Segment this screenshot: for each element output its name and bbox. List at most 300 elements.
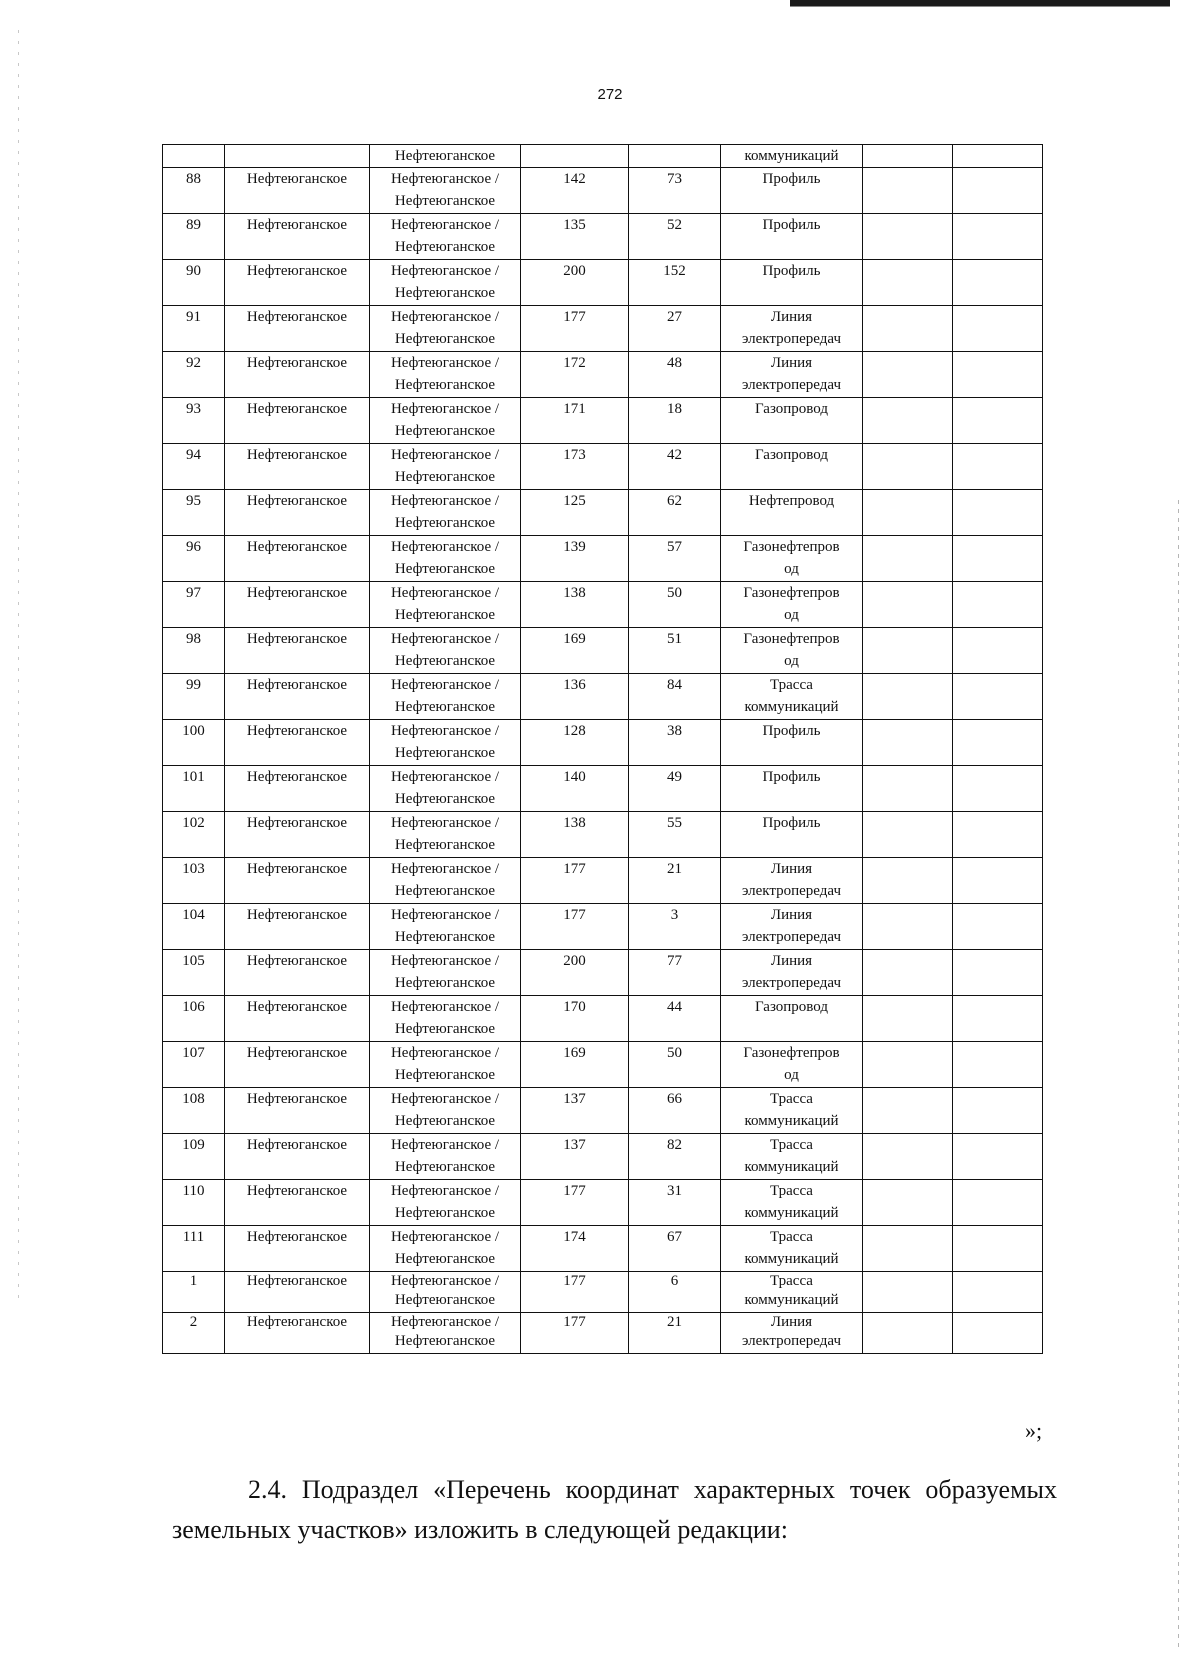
cell-value-2 — [629, 168, 721, 214]
cell-value-1 — [521, 858, 629, 904]
cell-district-line-1: Нефтеюганское / — [390, 447, 500, 463]
cell-area — [225, 766, 370, 812]
cell-value-2-line-1: 66 — [667, 1091, 682, 1107]
cell-num — [163, 628, 225, 674]
cell-district-line-2: Нефтеюганское — [394, 791, 496, 807]
cell-purpose-line-1: Газонефтепров — [743, 585, 840, 601]
cell-area — [225, 214, 370, 260]
cell-value-2 — [629, 444, 721, 490]
cell-value-2-line-1: 31 — [667, 1183, 682, 1199]
cell-purpose-line-2: коммуникаций — [744, 1251, 839, 1267]
cell-area-line-1: Нефтеюганское — [246, 217, 348, 233]
cell-district — [370, 398, 521, 444]
cell-extra-2 — [953, 1042, 1043, 1088]
cell-extra-2 — [953, 260, 1043, 306]
cell-area-line-1: Нефтеюганское — [246, 999, 348, 1015]
cell-purpose-line-1: Профиль — [762, 217, 821, 233]
cell-num-line-1: 99 — [186, 677, 201, 693]
cell-value-2-line-1: 73 — [667, 171, 682, 187]
cell-num — [163, 168, 225, 214]
cell-value-1 — [521, 582, 629, 628]
cell-district — [370, 306, 521, 352]
cell-district — [370, 1042, 521, 1088]
cell-district — [370, 996, 521, 1042]
cell-purpose-line-1: Трасса — [770, 677, 813, 693]
cell-num-line-1: 1 — [189, 1273, 198, 1289]
cell-value-2 — [629, 1088, 721, 1134]
cell-area — [225, 720, 370, 766]
cell-district-line-2: Нефтеюганское — [394, 745, 496, 761]
cell-value-2-line-1: 42 — [667, 447, 682, 463]
cell-extra-2 — [953, 398, 1043, 444]
cell-district-line-1: Нефтеюганское / — [390, 355, 500, 371]
cell-value-1-line-1: 171 — [563, 401, 586, 417]
cell-purpose: коммуникаций — [721, 145, 863, 168]
cell-value-1-line-1: 172 — [563, 355, 586, 371]
cell-extra-2 — [953, 950, 1043, 996]
cell-district — [370, 444, 521, 490]
cell-num — [163, 260, 225, 306]
cell-extra-1 — [863, 536, 953, 582]
table-row-continued — [163, 145, 1043, 168]
cell-num — [163, 1180, 225, 1226]
cell-purpose — [721, 1313, 863, 1354]
cell-district — [370, 168, 521, 214]
cell-value-2 — [629, 812, 721, 858]
cell-purpose-line-2: электропередач — [741, 883, 842, 899]
cell-area-line-1: Нефтеюганское — [246, 1045, 348, 1061]
cell-extra-1 — [863, 306, 953, 352]
cell-value-1 — [521, 444, 629, 490]
table-row — [163, 950, 1043, 996]
cell-value-2 — [629, 490, 721, 536]
cell-extra-1 — [863, 812, 953, 858]
cell-purpose — [721, 490, 863, 536]
cell-district-line-2: Нефтеюганское — [394, 929, 496, 945]
cell-purpose-line-2: электропередач — [741, 377, 842, 393]
cell-district-line-1: Нефтеюганское / — [390, 677, 500, 693]
cell-area — [225, 145, 370, 168]
table-row — [163, 582, 1043, 628]
cell-extra-2 — [953, 1226, 1043, 1272]
cell-value-2-line-1: 6 — [670, 1273, 679, 1289]
table-row — [163, 1088, 1043, 1134]
cell-extra-2 — [953, 214, 1043, 260]
cell-area-line-1: Нефтеюганское — [246, 1314, 348, 1330]
cell-extra-2 — [953, 858, 1043, 904]
cell-num — [163, 766, 225, 812]
cell-area-line-1: Нефтеюганское — [246, 1183, 348, 1199]
cell-district-line-1: Нефтеюганское / — [390, 309, 500, 325]
cell-value-1-line-1: 138 — [563, 585, 586, 601]
cell-purpose — [721, 1272, 863, 1313]
cell-value-2-line-1: 52 — [667, 217, 682, 233]
cell-value-1 — [521, 1272, 629, 1313]
cell-purpose-line-2: од — [784, 607, 799, 623]
cell-extra-1 — [863, 904, 953, 950]
cell-area-line-1: Нефтеюганское — [246, 309, 348, 325]
cell-value-1-line-1: 177 — [563, 861, 586, 877]
cell-area — [225, 1042, 370, 1088]
cell-value-2 — [629, 1313, 721, 1354]
cell-area-line-1: Нефтеюганское — [246, 907, 348, 923]
cell-purpose-line-1: Трасса — [770, 1273, 813, 1289]
cell-extra-1 — [863, 444, 953, 490]
cell-num — [163, 444, 225, 490]
cell-district-line-2: Нефтеюганское — [394, 377, 496, 393]
cell-extra-1 — [863, 352, 953, 398]
table-row — [163, 490, 1043, 536]
cell-district-line-2: Нефтеюганское — [394, 1292, 496, 1308]
cell-purpose-line-1: Профиль — [762, 263, 821, 279]
cell-area-line-1: Нефтеюганское — [246, 769, 348, 785]
cell-district — [370, 352, 521, 398]
cell-num — [163, 214, 225, 260]
cell-value-1-line-1: 200 — [563, 953, 586, 969]
cell-purpose-line-1: Газопровод — [754, 999, 828, 1015]
cell-extra-2 — [953, 904, 1043, 950]
cell-area — [225, 950, 370, 996]
cell-purpose — [721, 674, 863, 720]
cell-value-1 — [521, 260, 629, 306]
cell-purpose-line-2: од — [784, 1067, 799, 1083]
cell-area-line-1: Нефтеюганское — [246, 447, 348, 463]
cell-district-line-2: Нефтеюганское — [394, 1021, 496, 1037]
cell-extra-1 — [863, 214, 953, 260]
cell-purpose — [721, 950, 863, 996]
cell-purpose-line-2: электропередач — [741, 331, 842, 347]
cell-district — [370, 904, 521, 950]
cell-purpose-line-1: Профиль — [762, 769, 821, 785]
cell-extra-2 — [953, 720, 1043, 766]
cell-purpose — [721, 1042, 863, 1088]
cell-value-1 — [521, 398, 629, 444]
cell-purpose-line-1: Линия — [770, 309, 813, 325]
table-row — [163, 398, 1043, 444]
cell-num-line-1: 92 — [186, 355, 201, 371]
cell-purpose-line-2: од — [784, 653, 799, 669]
cell-value-2-line-1: 62 — [667, 493, 682, 509]
cell-num-line-1: 2 — [189, 1314, 198, 1330]
cell-district — [370, 536, 521, 582]
cell-num — [163, 720, 225, 766]
table-row — [163, 168, 1043, 214]
cell-district-line-2: Нефтеюганское — [394, 469, 496, 485]
cell-purpose-line-1: Газонефтепров — [743, 1045, 840, 1061]
cell-value-2-line-1: 57 — [667, 539, 682, 555]
cell-value-2-line-1: 77 — [667, 953, 682, 969]
cell-value-2 — [629, 260, 721, 306]
cell-purpose — [721, 214, 863, 260]
cell-value-2 — [629, 145, 721, 168]
cell-num — [163, 536, 225, 582]
cell-district — [370, 766, 521, 812]
cell-purpose — [721, 858, 863, 904]
cell-extra-1 — [863, 582, 953, 628]
cell-value-1 — [521, 628, 629, 674]
cell-extra-2 — [953, 444, 1043, 490]
cell-area — [225, 1226, 370, 1272]
cell-num-line-1: 94 — [186, 447, 201, 463]
cell-purpose — [721, 1088, 863, 1134]
cell-value-1 — [521, 490, 629, 536]
cell-area — [225, 536, 370, 582]
cell-num — [163, 398, 225, 444]
cell-district-line-2: Нефтеюганское — [394, 653, 496, 669]
cell-district-line-2: Нефтеюганское — [394, 239, 496, 255]
cell-purpose — [721, 904, 863, 950]
closing-quote: »; — [1025, 1418, 1043, 1443]
cell-extra-2 — [953, 996, 1043, 1042]
cell-district-line-2: Нефтеюганское — [394, 607, 496, 623]
cell-num — [163, 1134, 225, 1180]
table-row — [163, 1042, 1043, 1088]
cell-district-line-2: Нефтеюганское — [394, 699, 496, 715]
table-row — [163, 1180, 1043, 1226]
cell-district — [370, 214, 521, 260]
cell-value-2 — [629, 582, 721, 628]
cell-purpose-line-1: Газонефтепров — [743, 631, 840, 647]
cell-area — [225, 1180, 370, 1226]
cell-district-line-1: Нефтеюганское / — [390, 401, 500, 417]
cell-value-1-line-1: 139 — [563, 539, 586, 555]
cell-value-2 — [629, 1180, 721, 1226]
cell-value-2-line-1: 49 — [667, 769, 682, 785]
cell-num-line-1: 88 — [186, 171, 201, 187]
cell-num — [163, 352, 225, 398]
cell-value-2-line-1: 27 — [667, 309, 682, 325]
cell-area-line-1: Нефтеюганское — [246, 585, 348, 601]
cell-district-line-1: Нефтеюганское / — [390, 815, 500, 831]
cell-district-line-2: Нефтеюганское — [394, 837, 496, 853]
cell-extra-1 — [863, 1042, 953, 1088]
cell-area-line-1: Нефтеюганское — [246, 723, 348, 739]
cell-district-line-1: Нефтеюганское / — [390, 999, 500, 1015]
cell-district-line-1: Нефтеюганское / — [390, 585, 500, 601]
cell-district — [370, 1180, 521, 1226]
cell-district-line-1: Нефтеюганское / — [390, 1229, 500, 1245]
cell-district-line-1: Нефтеюганское / — [390, 539, 500, 555]
cell-extra-2 — [953, 766, 1043, 812]
table-row — [163, 260, 1043, 306]
cell-purpose-line-1: Линия — [770, 861, 813, 877]
cell-area — [225, 996, 370, 1042]
cell-area — [225, 1313, 370, 1354]
cell-extra-1 — [863, 1088, 953, 1134]
cell-purpose-line-1: Линия — [770, 355, 813, 371]
cell-area — [225, 1272, 370, 1313]
cell-area — [225, 858, 370, 904]
cell-area — [225, 306, 370, 352]
table-row — [163, 444, 1043, 490]
cell-value-2-line-1: 21 — [667, 861, 682, 877]
cell-num-line-1: 110 — [182, 1183, 205, 1199]
cell-district — [370, 1226, 521, 1272]
cell-purpose-line-1: Профиль — [762, 723, 821, 739]
cell-value-1-line-1: 128 — [563, 723, 586, 739]
cell-value-1 — [521, 904, 629, 950]
cell-purpose-line-1: Линия — [770, 1314, 813, 1330]
table-row — [163, 720, 1043, 766]
cell-value-2 — [629, 628, 721, 674]
table-row — [163, 306, 1043, 352]
cell-district-line-1: Нефтеюганское / — [390, 1273, 500, 1289]
cell-value-1 — [521, 352, 629, 398]
cell-value-1-line-1: 138 — [563, 815, 586, 831]
cell-value-1 — [521, 1226, 629, 1272]
cell-district-line-2: Нефтеюганское — [394, 1205, 496, 1221]
cell-num-line-1: 93 — [186, 401, 201, 417]
cell-district-line-1: Нефтеюганское / — [390, 217, 500, 233]
cell-district — [370, 628, 521, 674]
cell-area — [225, 812, 370, 858]
cell-extra-2 — [953, 674, 1043, 720]
cell-value-1-line-1: 142 — [563, 171, 586, 187]
cell-purpose — [721, 352, 863, 398]
cell-area — [225, 398, 370, 444]
cell-value-2 — [629, 1134, 721, 1180]
cell-value-2-line-1: 152 — [663, 263, 686, 279]
cell-extra-2 — [953, 168, 1043, 214]
cell-value-1 — [521, 1134, 629, 1180]
table-row — [163, 1313, 1043, 1354]
cell-num-line-1: 102 — [182, 815, 205, 831]
cell-num-line-1: 96 — [186, 539, 201, 555]
cell-value-2-line-1: 3 — [670, 907, 679, 923]
cell-purpose-line-2: электропередач — [741, 929, 842, 945]
cell-value-1 — [521, 145, 629, 168]
cell-value-2 — [629, 536, 721, 582]
cell-area-line-1: Нефтеюганское — [246, 1137, 348, 1153]
cell-extra-1 — [863, 674, 953, 720]
cell-num-line-1: 108 — [182, 1091, 205, 1107]
cell-extra-2 — [953, 1313, 1043, 1354]
cell-value-2-line-1: 38 — [667, 723, 682, 739]
cell-num-line-1: 106 — [182, 999, 205, 1015]
cell-district-line-1: Нефтеюганское / — [390, 1045, 500, 1061]
cell-district-line-2: Нефтеюганское — [394, 883, 496, 899]
cell-value-2 — [629, 306, 721, 352]
cell-num — [163, 904, 225, 950]
cell-value-1 — [521, 214, 629, 260]
cell-district-line-2: Нефтеюганское — [394, 561, 496, 577]
cell-value-2-line-1: 51 — [667, 631, 682, 647]
cell-area-line-1: Нефтеюганское — [246, 493, 348, 509]
cell-district — [370, 674, 521, 720]
cell-extra-1 — [863, 766, 953, 812]
cell-extra-2 — [953, 306, 1043, 352]
cell-value-1-line-1: 177 — [563, 1273, 586, 1289]
cell-extra-2 — [953, 628, 1043, 674]
cell-value-1-line-1: 200 — [563, 263, 586, 279]
cell-district-line-2: Нефтеюганское — [394, 1333, 496, 1349]
table-row — [163, 214, 1043, 260]
cell-num — [163, 996, 225, 1042]
cell-purpose — [721, 444, 863, 490]
cell-value-1-line-1: 177 — [563, 1314, 586, 1330]
cell-purpose-line-1: Трасса — [770, 1137, 813, 1153]
table-row — [163, 766, 1043, 812]
cell-extra-1 — [863, 1313, 953, 1354]
cell-value-1-line-1: 169 — [563, 631, 586, 647]
cell-district-line-2: Нефтеюганское — [394, 331, 496, 347]
cell-purpose-line-2: электропередач — [741, 1333, 842, 1349]
cell-area — [225, 490, 370, 536]
cell-extra-1 — [863, 145, 953, 168]
cell-value-1-line-1: 137 — [563, 1091, 586, 1107]
cell-value-2-line-1: 48 — [667, 355, 682, 371]
cell-purpose-line-1: Газонефтепров — [743, 539, 840, 555]
cell-extra-1 — [863, 398, 953, 444]
cell-num — [163, 1272, 225, 1313]
cell-district-line-1: Нефтеюганское / — [390, 1091, 500, 1107]
cell-area-line-1: Нефтеюганское — [246, 1229, 348, 1245]
cell-extra-1 — [863, 950, 953, 996]
cell-purpose-line-2: коммуникаций — [744, 699, 839, 715]
cell-district: Нефтеюганское — [370, 145, 521, 168]
cell-district-line-1: Нефтеюганское / — [390, 263, 500, 279]
cell-num-line-1: 105 — [182, 953, 205, 969]
cell-district-line-2: Нефтеюганское — [394, 975, 496, 991]
cell-purpose-line-2: коммуникаций — [744, 1159, 839, 1175]
cell-value-1 — [521, 766, 629, 812]
cell-area — [225, 352, 370, 398]
cell-value-2 — [629, 1226, 721, 1272]
cell-purpose-line-1: Профиль — [762, 815, 821, 831]
cell-district-line-1: Нефтеюганское / — [390, 631, 500, 647]
cell-value-1 — [521, 1042, 629, 1088]
cell-district — [370, 812, 521, 858]
cell-district-line-1: Нефтеюганское / — [390, 907, 500, 923]
cell-extra-1 — [863, 490, 953, 536]
cell-purpose — [721, 766, 863, 812]
cell-value-1 — [521, 674, 629, 720]
cell-purpose-line-2: коммуникаций — [744, 1113, 839, 1129]
cell-value-2 — [629, 1042, 721, 1088]
cell-purpose-line-1: Линия — [770, 907, 813, 923]
cell-num-line-1: 111 — [182, 1229, 205, 1245]
cell-num-line-1: 107 — [182, 1045, 205, 1061]
cell-num — [163, 1226, 225, 1272]
cell-extra-2 — [953, 352, 1043, 398]
cell-value-2-line-1: 82 — [667, 1137, 682, 1153]
cell-purpose — [721, 628, 863, 674]
cell-extra-1 — [863, 1180, 953, 1226]
cell-extra-2 — [953, 1088, 1043, 1134]
cell-num-line-1: 103 — [182, 861, 205, 877]
table-row — [163, 1272, 1043, 1313]
cell-district — [370, 950, 521, 996]
cell-purpose-line-2: од — [784, 561, 799, 577]
cell-value-1-line-1: 135 — [563, 217, 586, 233]
cell-area — [225, 904, 370, 950]
cell-purpose — [721, 306, 863, 352]
cell-value-2-line-1: 50 — [667, 1045, 682, 1061]
cell-value-1-line-1: 177 — [563, 907, 586, 923]
cell-num — [163, 1042, 225, 1088]
scan-margin-right — [1178, 500, 1179, 1650]
cell-value-2-line-1: 84 — [667, 677, 682, 693]
cell-value-1 — [521, 720, 629, 766]
scan-margin-left — [18, 30, 19, 1300]
cell-extra-1 — [863, 1134, 953, 1180]
top-edge-rule-thin — [790, 6, 1170, 7]
cell-purpose-line-1: Нефтепровод — [748, 493, 835, 509]
cell-value-1-line-1: 177 — [563, 309, 586, 325]
cell-area — [225, 674, 370, 720]
cell-area-line-1: Нефтеюганское — [246, 815, 348, 831]
cell-district-line-1: Нефтеюганское / — [390, 493, 500, 509]
